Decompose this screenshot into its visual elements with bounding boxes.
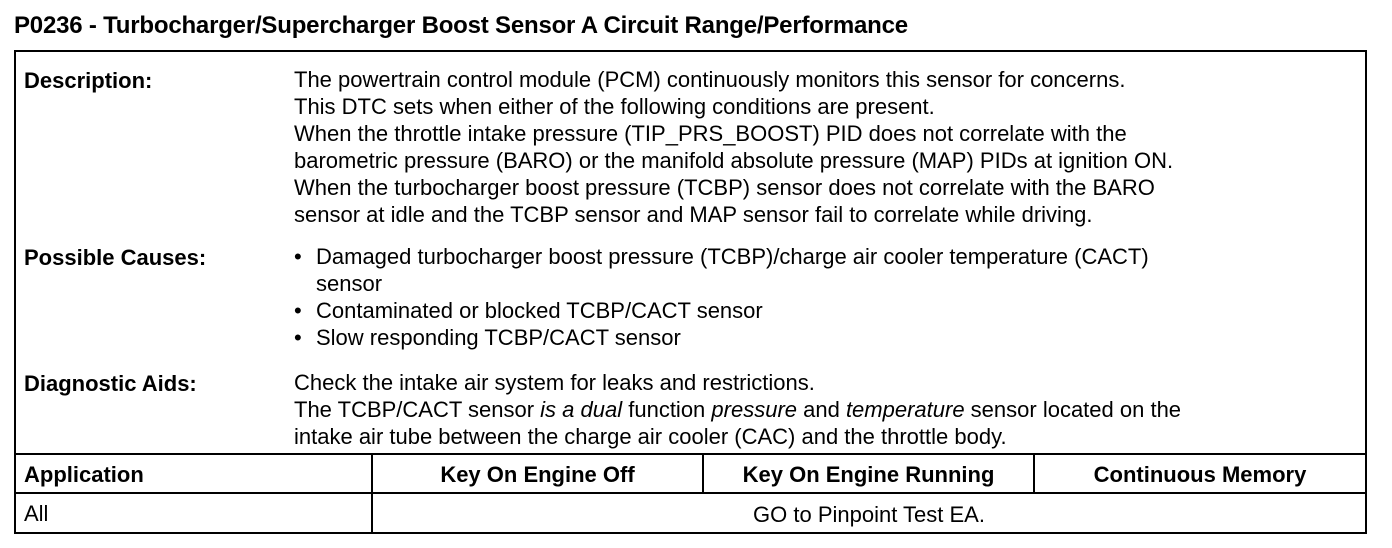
aids-line: Check the intake air system for leaks and restrictions. (294, 370, 815, 395)
dtc-table (14, 50, 1367, 534)
header-koer: Key On Engine Running (742, 462, 995, 487)
description-line: sensor at idle and the TCBP sensor and MAP sensor fail to correlate while driving. (294, 202, 1093, 227)
list-item: • Slow responding TCBP/CACT sensor (294, 325, 681, 350)
description-line: barometric pressure (BARO) or the manifold absolute pressure (MAP) PIDs at ignition ON. (294, 148, 1174, 173)
divider (16, 492, 1365, 494)
possible-causes-list (294, 243, 1149, 351)
description-label: Description: (24, 68, 153, 93)
diagnostic-aids-text (294, 369, 1181, 450)
header-koeo: Key On Engine Off (440, 462, 635, 487)
divider (16, 453, 1365, 455)
cell-action: GO to Pinpoint Test EA. (753, 502, 985, 527)
description-line: This DTC sets when either of the following conditions are present. (294, 94, 935, 119)
list-item-continuation: sensor (316, 271, 383, 296)
bullet-icon: • (294, 298, 302, 323)
possible-causes-label: Possible Causes: (24, 245, 207, 270)
diagnostic-aids-label: Diagnostic Aids: (24, 371, 197, 396)
bullet-icon: • (294, 325, 302, 350)
list-item: • Damaged turbocharger boost pressure (TCBP)/charge air cooler temperature (CACT) (294, 244, 1149, 269)
cell-application: All (24, 501, 49, 526)
description-line: When the throttle intake pressure (TIP_PRS_BOOST) PID does not correlate with the (294, 121, 1127, 146)
list-item: • Contaminated or blocked TCBP/CACT sensor (294, 298, 763, 323)
aids-line: The TCBP/CACT sensor is a dual function pressure and temperature sensor located on the (294, 397, 1182, 422)
description-line: The powertrain control module (PCM) continuously monitors this sensor for concerns. (294, 67, 1126, 92)
page-title: P0236 - Turbocharger/Supercharger Boost Sensor A Circuit Range/Performance (14, 12, 908, 39)
header-continuous-memory: Continuous Memory (1093, 462, 1307, 487)
description-text (294, 66, 1173, 228)
aids-line: intake air tube between the charge air cooler (CAC) and the throttle body. (294, 424, 1007, 449)
bullet-icon: • (294, 244, 302, 269)
description-line: When the turbocharger boost pressure (TCBP) sensor does not correlate with the BARO (294, 175, 1155, 200)
header-application: Application (24, 462, 144, 487)
